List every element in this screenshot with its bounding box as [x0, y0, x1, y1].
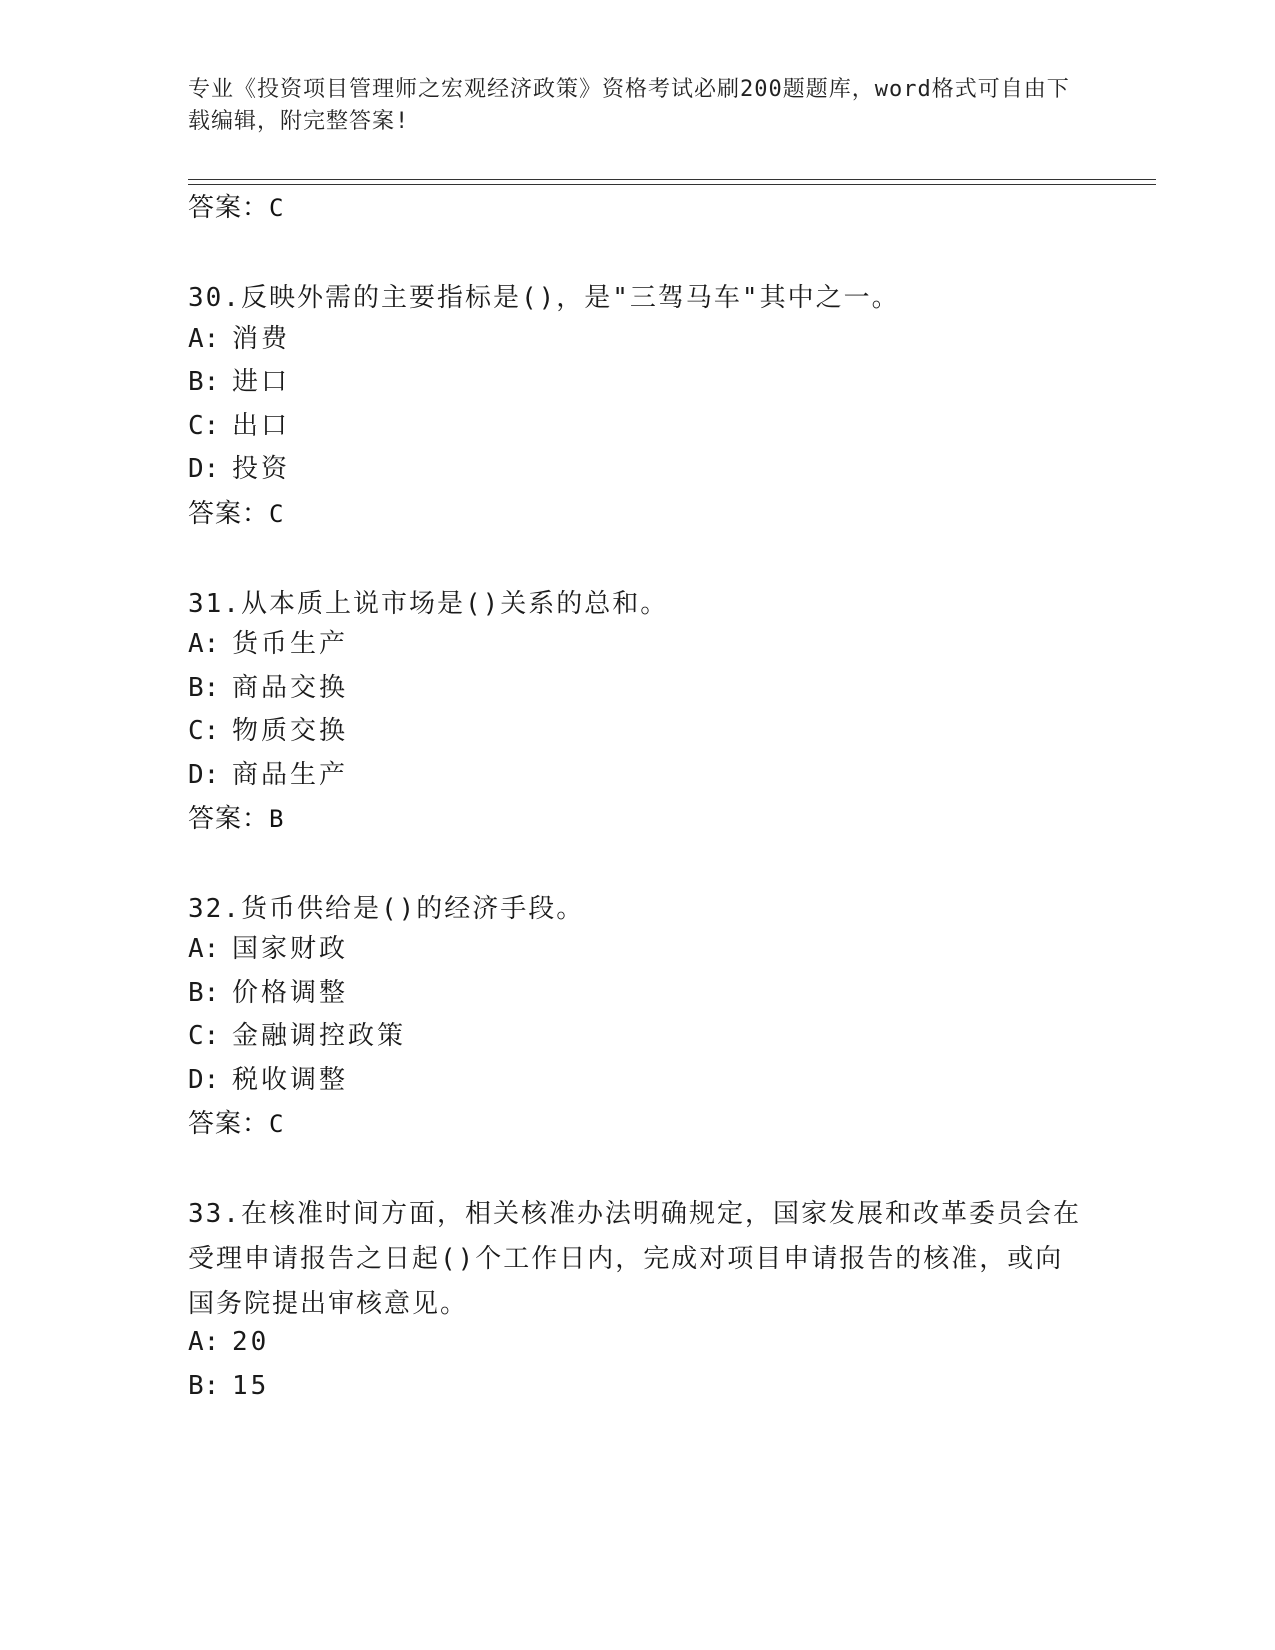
question-32-stem: 32.货币供给是()的经济手段。 [188, 894, 585, 924]
question-30-option-b [188, 366, 290, 398]
option-text: 15 [232, 1371, 270, 1401]
question-30-answer [188, 498, 284, 530]
answer-value: C [269, 194, 285, 222]
question-32-option-b [188, 977, 348, 1009]
option-text: 进口 [232, 367, 291, 397]
question-30-option-a [188, 323, 290, 355]
question-31-answer [188, 803, 284, 835]
question-31-option-d [188, 759, 348, 791]
question-33-stem: 33.在核准时间方面，相关核准办法明确规定，国家发展和改革委员会在受理申请报告之日起()个工作日内，完成对项目申请报告的核准，或向国务院提出审核意见。 [188, 1199, 1081, 1319]
question-31-stem: 31.从本质上说市场是()关系的总和。 [188, 589, 669, 619]
option-key: A: [188, 934, 220, 964]
option-key: B: [188, 1371, 220, 1401]
option-key: D: [188, 1065, 220, 1095]
answer-label: 答案： [188, 499, 270, 529]
question-32-option-c [188, 1020, 406, 1052]
option-key: A: [188, 629, 220, 659]
option-key: B: [188, 367, 220, 397]
option-text: 消费 [232, 324, 291, 354]
question-32-option-a [188, 933, 348, 965]
header-divider-bottom [188, 184, 1156, 185]
option-key: C: [188, 716, 220, 746]
option-key: A: [188, 1327, 220, 1357]
answer-value: C [269, 1110, 285, 1138]
option-text: 投资 [232, 454, 291, 484]
answer-value: B [269, 805, 285, 833]
option-text: 国家财政 [232, 934, 349, 964]
option-key: D: [188, 454, 220, 484]
option-key: B: [188, 673, 220, 703]
question-33-option-b [188, 1370, 269, 1402]
option-text: 出口 [232, 411, 291, 441]
answer-value: C [269, 500, 285, 528]
option-text: 商品交换 [232, 673, 349, 703]
answer-label: 答案： [188, 804, 270, 834]
header-divider-top [188, 179, 1156, 180]
question-31-option-a [188, 628, 348, 660]
question-31-option-b [188, 672, 348, 704]
option-key: A: [188, 324, 220, 354]
question-32-answer [188, 1108, 284, 1140]
question-30-option-d [188, 453, 290, 485]
option-text: 物质交换 [232, 716, 349, 746]
option-text: 20 [232, 1327, 270, 1357]
answer-label: 答案： [188, 1109, 270, 1139]
option-key: C: [188, 411, 220, 441]
option-text: 商品生产 [232, 760, 349, 790]
document-header: 专业《投资项目管理师之宏观经济政策》资格考试必刷200题题库，word格式可自由下载编辑，附完整答案! [188, 77, 1070, 134]
option-text: 货币生产 [232, 629, 349, 659]
option-key: D: [188, 760, 220, 790]
question-30-stem: 30.反映外需的主要指标是()，是"三驾马车"其中之一。 [188, 283, 900, 313]
option-text: 金融调控政策 [232, 1021, 407, 1051]
option-text: 税收调整 [232, 1065, 349, 1095]
option-text: 价格调整 [232, 978, 349, 1008]
question-33-option-a [188, 1326, 269, 1358]
option-key: C: [188, 1021, 220, 1051]
question-31-option-c [188, 715, 348, 747]
option-key: B: [188, 978, 220, 1008]
question-30-option-c [188, 410, 290, 442]
question-32-option-d [188, 1064, 348, 1096]
prev-answer [188, 192, 284, 224]
answer-label: 答案： [188, 193, 270, 223]
